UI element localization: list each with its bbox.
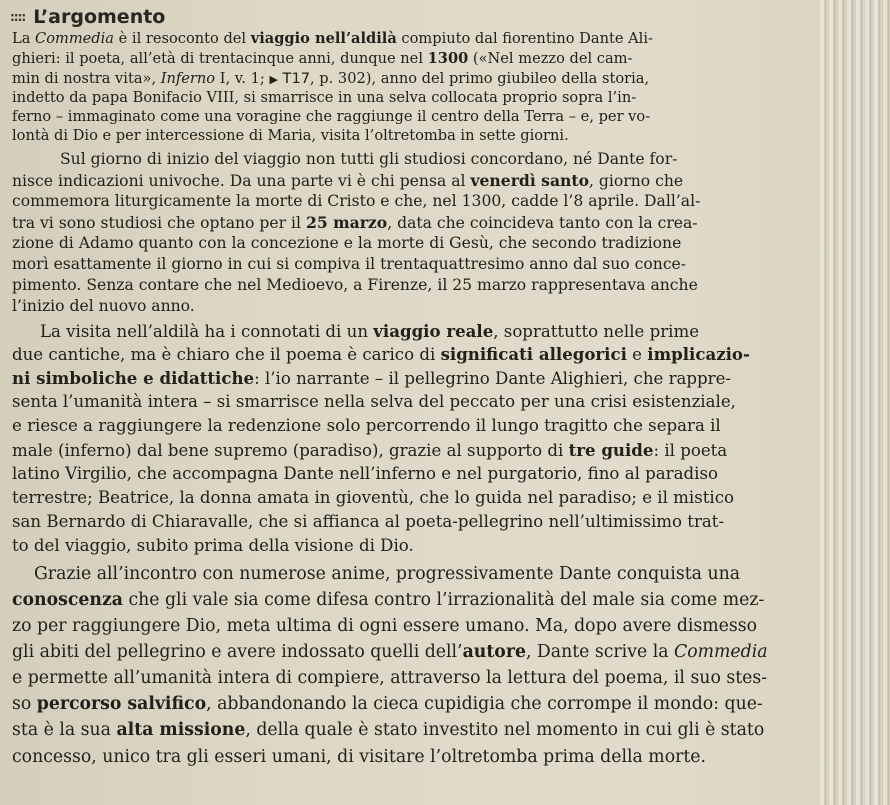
text-line: terrestre; Beatrice, la donna amata in gioventù, che lo guida nel paradiso; e il mistico [12,488,734,507]
text-line: zione di Adamo quanto con la concezione e la morte di Gesù, che secondo tradizione [12,234,682,252]
text-line: morì esattamente il giorno in cui si compiva il trentaquattresimo anno dal suo conce- [12,255,687,273]
text-line: conoscenza che gli vale sia come difesa contro l’irrazionalità del male sia come mez- [12,590,765,610]
text-line: Sul giorno di inizio del viaggio non tutti gli studiosi concordano, né Dante for- [60,150,678,168]
cross-reference-link[interactable]: T17 [277,70,311,87]
text-line: indetto da papa Bonifacio VIII, si smarrisce in una selva collocata proprio sopra l’in- [12,89,637,106]
text-line: latino Virgilio, che accompagna Dante nell’inferno e nel purgatorio, fino al paradiso [12,464,718,483]
page-edge [820,0,890,805]
text-line: La Commedia è il resoconto del viaggio nell’aldilà compiuto dal fiorentino Dante Ali- [12,30,653,47]
text-line: l’inizio del nuovo anno. [12,297,195,315]
text-line: La visita nell’aldilà ha i connotati di un viaggio reale, soprattutto nelle prime [40,321,700,341]
text-line: e permette all’umanità intera di compiere, attraverso la lettura del poema, il suo stes- [12,668,768,688]
text-line: male (inferno) dal bene supremo (paradiso), grazie al supporto di tre guide: il poeta [12,440,728,460]
text-line: nisce indicazioni univoche. Da una parte vi è chi pensa al venerdì santo, giorno che [12,171,684,190]
text-line: to del viaggio, subito prima della visione di Dio. [12,536,414,555]
text-line: zo per raggiungere Dio, meta ultima di ogni essere umano. Ma, dopo avere dismesso [12,616,758,636]
text-line: ni simboliche e didattiche: l’io narrante – il pellegrino Dante Alighieri, che rappre- [12,368,732,388]
text-line: ghieri: il poeta, all’età di trentacinque anni, dunque nel 1300 («Nel mezzo del cam- [12,50,633,67]
text-line: e riesce a raggiungere la redenzione solo percorrendo il lungo tragitto che separa il [12,416,721,435]
text-line: senta l’umanità intera – si smarrisce nella selva del peccato per una crisi esistenziale, [12,392,736,411]
text-line: lontà di Dio e per intercessione di Maria, visita l’oltretomba in sette giorni. [12,127,569,144]
text-line: pimento. Senza contare che nel Medioevo, a Firenze, il 25 marzo rappresentava anche [12,276,698,294]
play-arrow-icon: ▶ [269,73,278,86]
text-line: san Bernardo di Chiaravalle, che si affianca al poeta-pellegrino nell’ultimissimo trat- [12,512,725,531]
section-heading [10,4,165,30]
text-line: due cantiche, ma è chiaro che il poema è carico di significati allegorici e implicazio- [12,344,750,364]
heading-title: L’argomento [33,6,166,28]
text-line: ferno – immaginato come una voragine che raggiunge il centro della Terra – e, per vo- [12,108,651,125]
text-line: commemora liturgicamente la morte di Cristo e che, nel 1300, cadde l’8 aprile. Dall’al- [12,192,701,210]
text-line: gli abiti del pellegrino e avere indossato quelli dell’autore, Dante scrive la Commedia [12,642,768,662]
text-line: so percorso salvifico, abbandonando la cieca cupidigia che corrompe il mondo: que- [12,694,763,714]
heading-marker: :::: [10,10,26,24]
text-line: min di nostra vita», Inferno I, v. 1; ▶ T17, p. 302), anno del primo giubileo della storia, [12,70,650,87]
text-line: Grazie all’incontro con numerose anime, progressivamente Dante conquista una [34,564,741,584]
text-line: tra vi sono studiosi che optano per il 25 marzo, data che coincideva tanto con la crea- [12,213,698,232]
text-line: sta è la sua alta missione, della quale è stato investito nel momento in cui gli è stato [12,720,765,740]
text-line: concesso, unico tra gli esseri umani, di visitare l’oltretomba prima della morte. [12,747,707,767]
